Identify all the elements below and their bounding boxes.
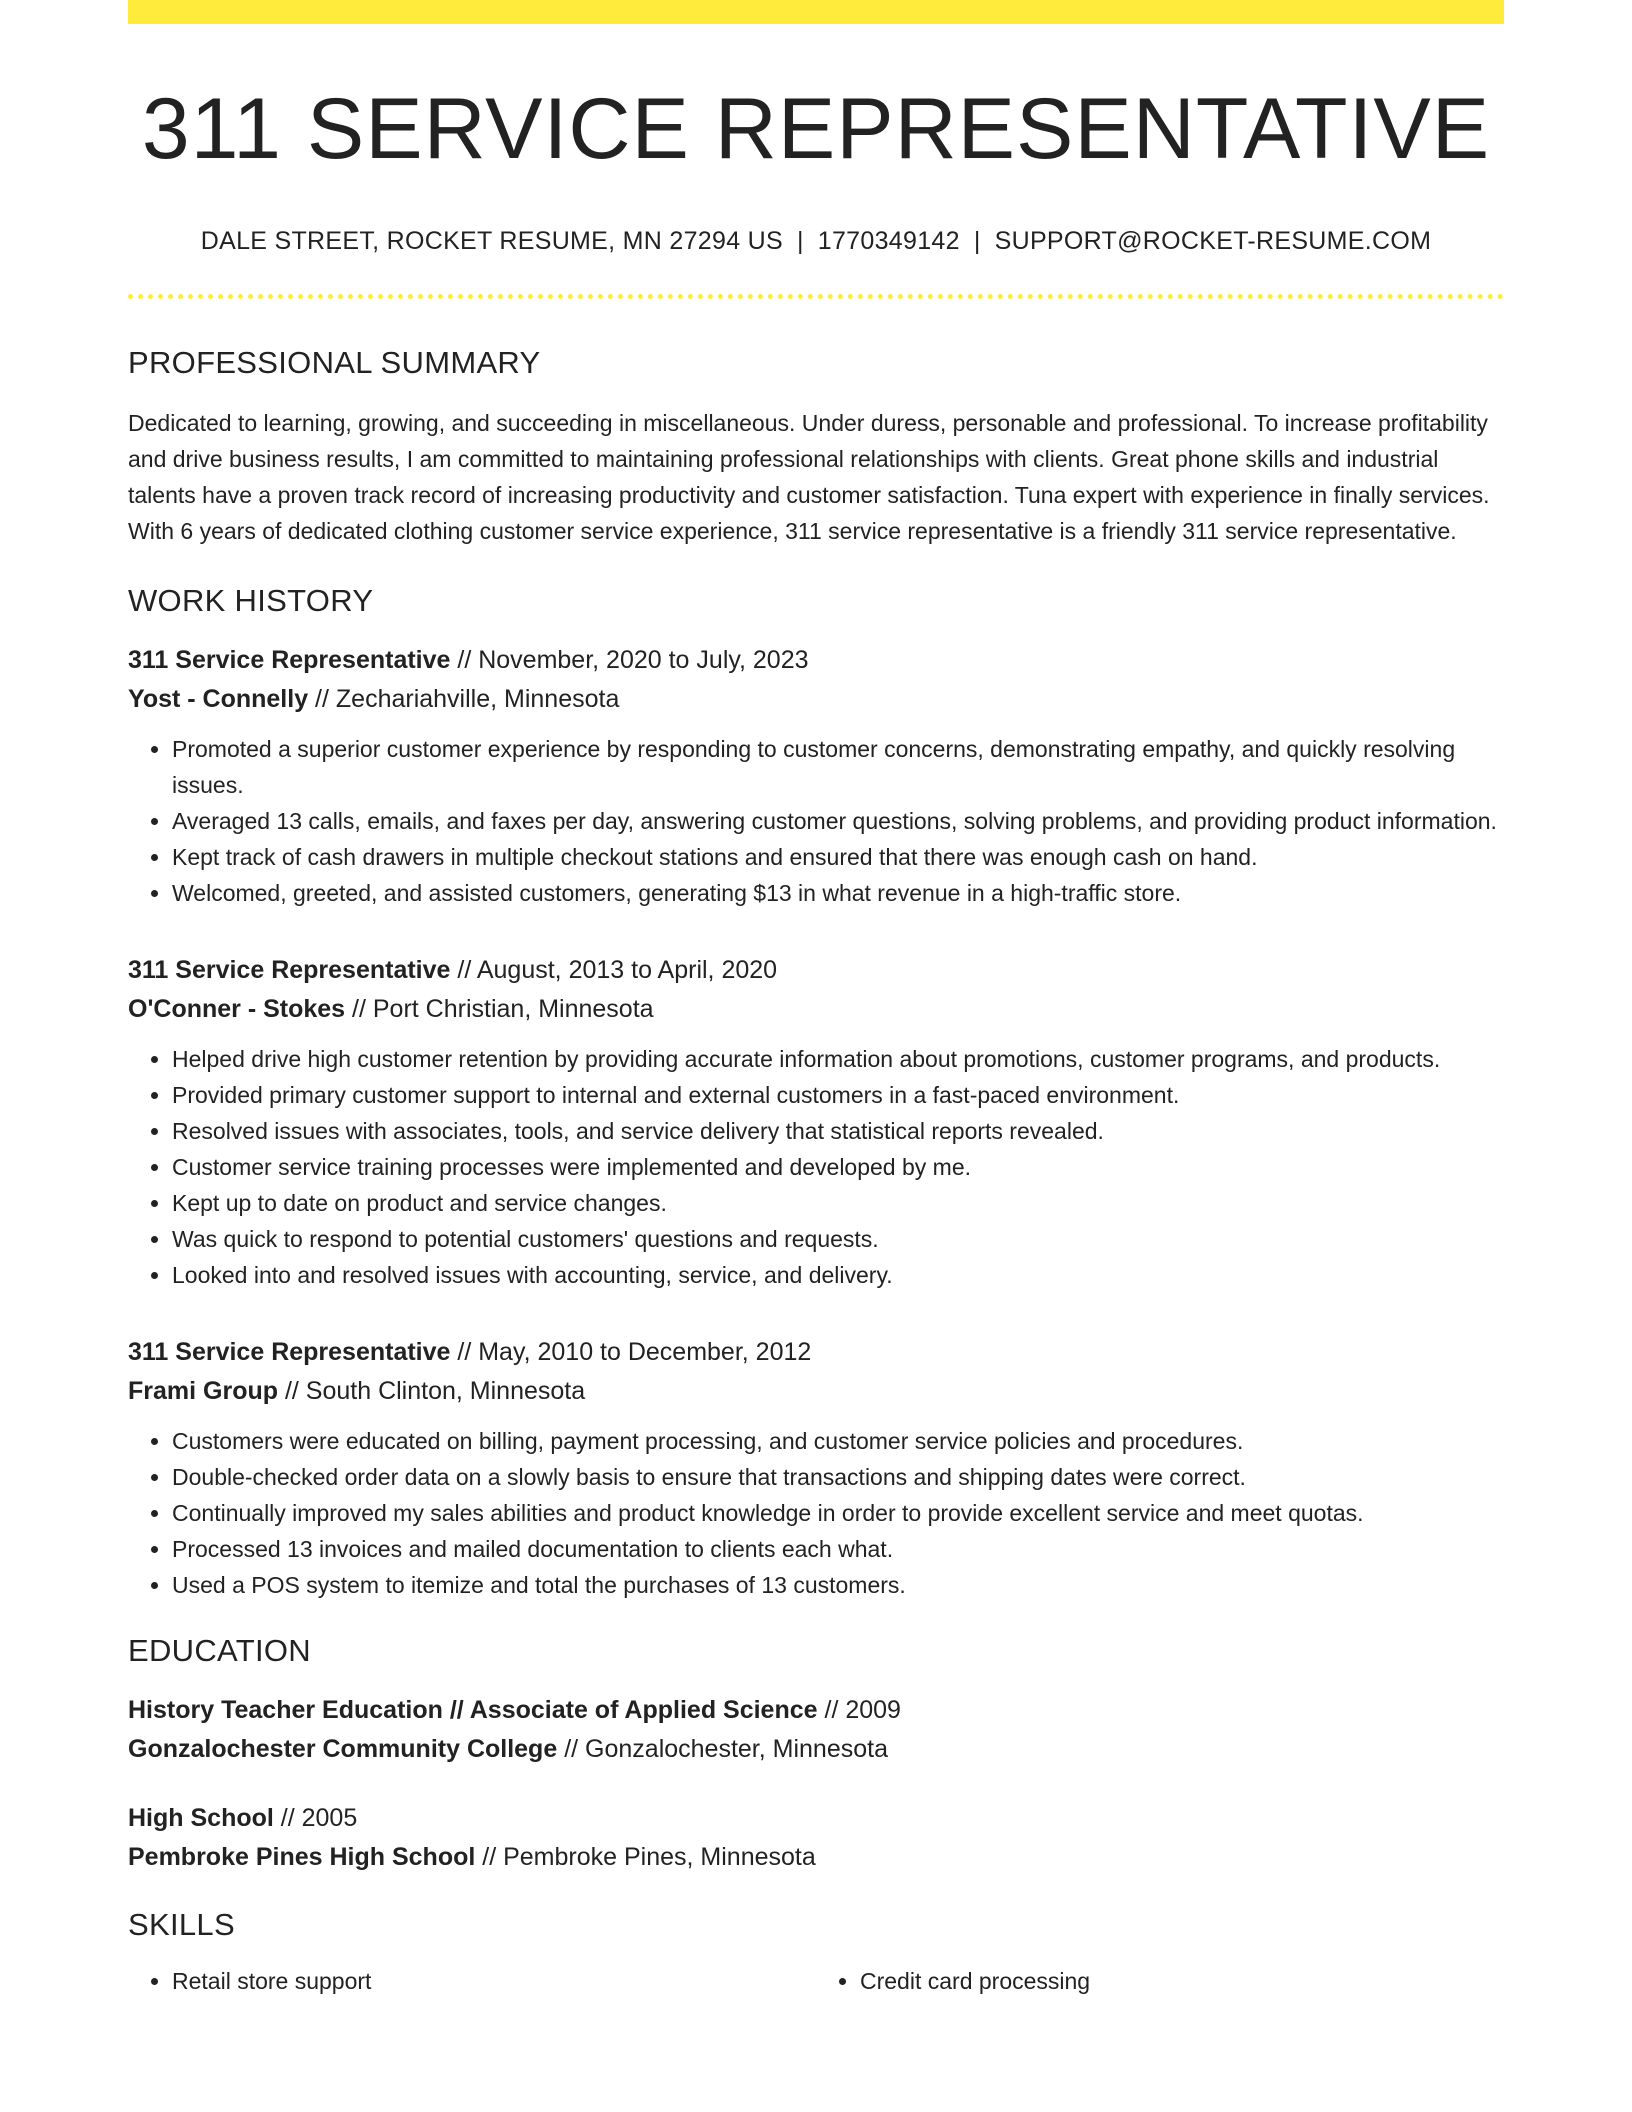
job-company: Yost - Connelly	[128, 684, 309, 713]
job-company-line	[128, 680, 1504, 719]
education-entry	[128, 1799, 1504, 1877]
job-entry	[128, 641, 1504, 911]
job-company: O'Conner - Stokes	[128, 994, 346, 1023]
education-degree-line	[128, 1691, 1504, 1730]
contact-phone: 1770349142	[817, 226, 960, 255]
summary-text: Dedicated to learning, growing, and succeeding in miscellaneous. Under duress, personable and professional. To increase profitability and drive business results, I am committed to maintaining professional relationships with clients. Great phone skills and industrial talents have a proven track record of increasing productivity and customer satisfaction. Tuna expert with experience in finally services. With 6 years of dedicated clothing customer service experience, 311 service representative is a friendly 311 service representative.	[128, 409, 1490, 544]
job-bullet: • Averaged 13 calls, emails, and faxes per day, answering customer questions, solving problems, and providing product information.	[172, 803, 1504, 839]
job-location: // South Clinton, Minnesota	[278, 1376, 586, 1405]
job-bullet: • Welcomed, greeted, and assisted customers, generating $13 in what revenue in a high-traffic store.	[172, 875, 1504, 911]
education-degree: High School	[128, 1803, 274, 1832]
job-dates: // May, 2010 to December, 2012	[450, 1337, 812, 1366]
job-dates: // August, 2013 to April, 2020	[450, 955, 778, 984]
top-accent-bar	[128, 0, 1504, 24]
education-school: Gonzalochester Community College	[128, 1734, 558, 1763]
skills-column-left	[128, 1963, 816, 1999]
job-company-line	[128, 1372, 1504, 1411]
job-bullet: • Kept up to date on product and service changes.	[172, 1185, 1504, 1221]
job-bullet: • Promoted a superior customer experience by responding to customer concerns, demonstrating empathy, and quickly resolving issues.	[172, 731, 1504, 803]
job-bullet: • Provided primary customer support to internal and external customers in a fast-paced environment.	[172, 1077, 1504, 1113]
education-degree-line	[128, 1799, 1504, 1838]
skills-list	[128, 1963, 1504, 1999]
job-location: // Port Christian, Minnesota	[345, 994, 654, 1023]
job-entry	[128, 1333, 1504, 1603]
dotted-divider	[128, 294, 1504, 299]
job-title: 311 Service Representative	[128, 955, 451, 984]
education-location: // Pembroke Pines, Minnesota	[475, 1842, 816, 1871]
job-bullet: • Continually improved my sales abilities and product knowledge in order to provide excellent service and meet quotas.	[172, 1495, 1504, 1531]
skills-column-right	[816, 1963, 1504, 1999]
job-bullet: • Resolved issues with associates, tools, and service delivery that statistical reports revealed.	[172, 1113, 1504, 1149]
job-entry	[128, 951, 1504, 1293]
job-bullet: • Customers were educated on billing, payment processing, and customer service policies and procedures.	[172, 1423, 1504, 1459]
contact-email: SUPPORT@ROCKET-RESUME.COM	[994, 226, 1432, 255]
education-school-line	[128, 1838, 1504, 1877]
education-entry	[128, 1691, 1504, 1769]
skill-item: • Retail store support	[172, 1963, 816, 1999]
job-bullets	[128, 731, 1504, 911]
job-title-line	[128, 1333, 1504, 1372]
education-year: // 2005	[273, 1803, 358, 1832]
job-bullet: • Kept track of cash drawers in multiple checkout stations and ensured that there was enough cash on hand.	[172, 839, 1504, 875]
contact-separator: |	[973, 226, 981, 255]
job-location: // Zechariahville, Minnesota	[308, 684, 620, 713]
job-title: 311 Service Representative	[128, 645, 451, 674]
job-bullets	[128, 1041, 1504, 1293]
job-dates: // November, 2020 to July, 2023	[450, 645, 809, 674]
education-degree: History Teacher Education // Associate of Applied Science	[128, 1695, 818, 1724]
job-company: Frami Group	[128, 1376, 279, 1405]
job-bullet: • Used a POS system to itemize and total the purchases of 13 customers.	[172, 1567, 1504, 1603]
job-bullet: • Customer service training processes were implemented and developed by me.	[172, 1149, 1504, 1185]
education-year: // 2009	[817, 1695, 901, 1724]
contact-separator: |	[796, 226, 804, 255]
job-bullet: • Looked into and resolved issues with accounting, service, and delivery.	[172, 1257, 1504, 1293]
education-heading: EDUCATION	[128, 1632, 311, 1668]
summary-heading: PROFESSIONAL SUMMARY	[128, 344, 541, 380]
work-history-heading: WORK HISTORY	[128, 582, 374, 618]
job-bullet: • Processed 13 invoices and mailed documentation to clients each what.	[172, 1531, 1504, 1567]
job-title-line	[128, 951, 1504, 990]
job-bullet: • Was quick to respond to potential customers' questions and requests.	[172, 1221, 1504, 1257]
job-bullet: • Helped drive high customer retention by providing accurate information about promotions, customer programs, and products.	[172, 1041, 1504, 1077]
skills-heading: SKILLS	[128, 1906, 235, 1942]
contact-line	[128, 227, 1504, 256]
education-school: Pembroke Pines High School	[128, 1842, 476, 1871]
job-bullets	[128, 1423, 1504, 1603]
contact-address: DALE STREET, ROCKET RESUME, MN 27294 US	[200, 226, 783, 255]
skill-item: • Credit card processing	[860, 1963, 1504, 1999]
job-company-line	[128, 990, 1504, 1029]
education-school-line	[128, 1730, 1504, 1769]
job-title-line	[128, 641, 1504, 680]
resume-page	[128, 0, 1504, 1999]
job-title: 311 Service Representative	[128, 1337, 451, 1366]
job-bullet: • Double-checked order data on a slowly basis to ensure that transactions and shipping dates were correct.	[172, 1459, 1504, 1495]
resume-name: 311 SERVICE REPRESENTATIVE	[141, 81, 1491, 177]
education-location: // Gonzalochester, Minnesota	[557, 1734, 888, 1763]
